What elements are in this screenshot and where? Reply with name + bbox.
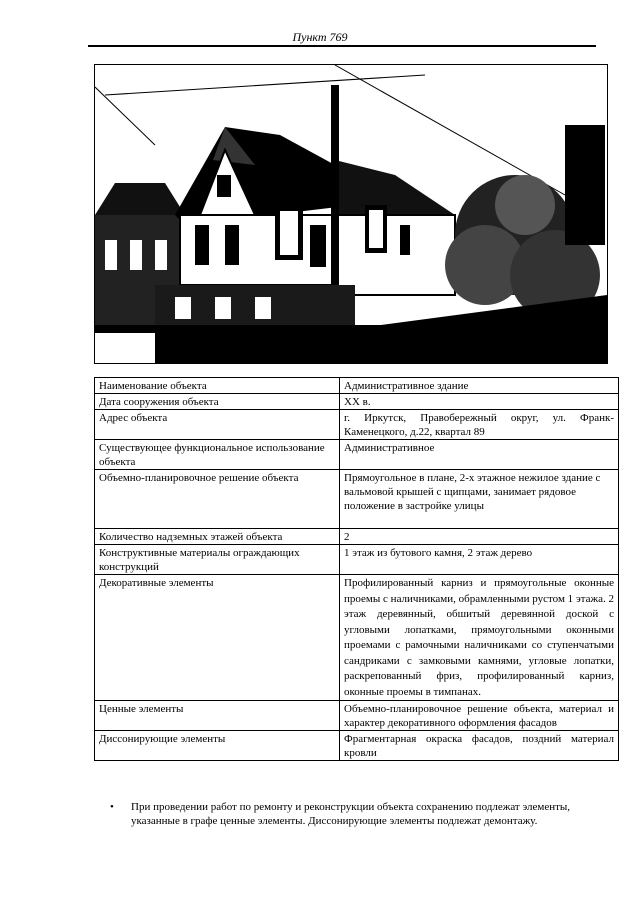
table-row (95, 731, 619, 761)
row-key: Конструктивные материалы ограждающих конструкций (95, 545, 340, 575)
table-row (95, 410, 619, 440)
row-key: Диссонирующие элементы (95, 731, 340, 761)
preservation-note (110, 800, 580, 828)
object-passport-table (94, 377, 619, 761)
row-value: 2 (340, 529, 619, 545)
row-key: Ценные элементы (95, 701, 340, 731)
page-title: Пункт 769 (292, 30, 348, 44)
row-key: Адрес объекта (95, 410, 340, 440)
header-divider (88, 45, 596, 47)
row-value: Административное (340, 440, 619, 470)
row-key: Наименование объекта (95, 378, 340, 394)
building-photo (94, 64, 608, 364)
row-key: Существующее функциональное использование объекта (95, 440, 340, 470)
row-key: Количество надземных этажей объекта (95, 529, 340, 545)
table-row (95, 440, 619, 470)
row-key: Объемно-планировочное решение объекта (95, 470, 340, 529)
table-row (95, 575, 619, 701)
building-photo-image (95, 65, 607, 363)
table-row (95, 545, 619, 575)
row-value: г. Иркутск, Правобережный округ, ул. Франк-Каменецкого, д.22, квартал 89 (340, 410, 619, 440)
table-row (95, 378, 619, 394)
row-value: Объемно-планировочное решение объекта, материал и характер декоративного оформления фасадов (340, 701, 619, 731)
row-value: Профилированный карниз и прямоугольные оконные проемы с наличниками, обрамленными рустом 1 этажа. 2 этаж деревянный, обшитый деревянной доской с угловыми лопатками, прямоугольными оконными проемами с рамочными наличниками со ступенчатыми сандриками с замковыми камнями, угловые лопатки, раскрепованный фриз, профилированный карниз, оконные проемы в тимпанах. (340, 575, 619, 701)
row-value: Прямоугольное в плане, 2-х этажное нежилое здание с вальмовой крышей с щипцами, занимает рядовое положение в застройке улицы (340, 470, 619, 529)
row-key: Дата сооружения объекта (95, 394, 340, 410)
row-value: 1 этаж из бутового камня, 2 этаж дерево (340, 545, 619, 575)
table-row (95, 701, 619, 731)
row-value: Фрагментарная окраска фасадов, поздний материал кровли (340, 731, 619, 761)
table-row (95, 394, 619, 410)
row-value: XX в. (340, 394, 619, 410)
table-row (95, 529, 619, 545)
row-value: Административное здание (340, 378, 619, 394)
table-row (95, 470, 619, 529)
row-key: Декоративные элементы (95, 575, 340, 701)
bullet-marker: • (110, 801, 114, 813)
note-text: При проведении работ по ремонту и реконструкции объекта сохранению подлежат элементы, указанные в графе ценные элементы. Диссонирующие элементы подлежат демонтажу. (131, 801, 571, 827)
